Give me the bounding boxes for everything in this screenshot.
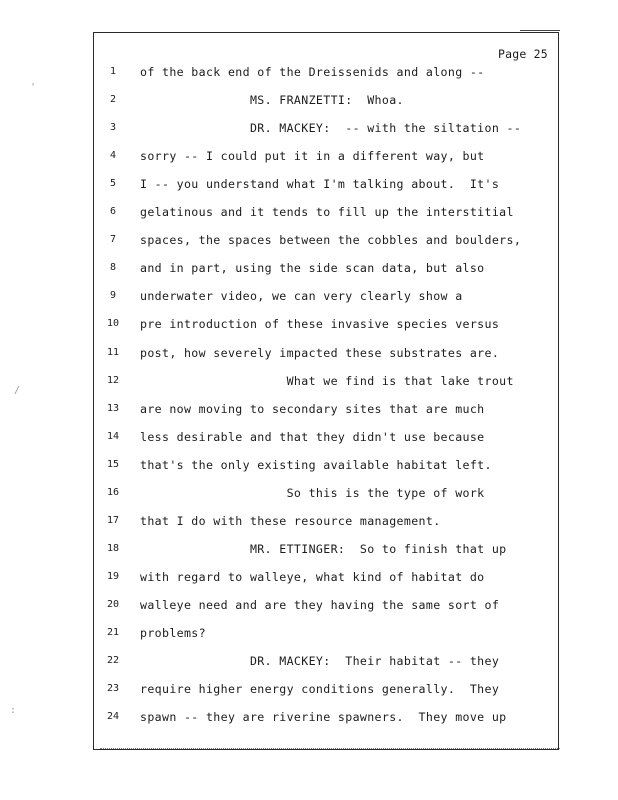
transcript-line: post, how severely impacted these substrates are. (140, 345, 500, 360)
line-number: 8 (109, 262, 117, 274)
line-number: 13 (106, 402, 120, 414)
transcript-line: I -- you understand what I'm talking about. It's (140, 177, 500, 192)
transcript-line: that I do with these resource management. (140, 513, 441, 528)
line-number: 2 (109, 94, 117, 106)
transcript-line: of the back end of the Dreissenids and along -- (140, 65, 485, 79)
line-number: 1 (109, 66, 117, 77)
margin-scan-mark: ' (30, 82, 37, 93)
line-number: 21 (106, 627, 120, 638)
transcript-line: DR. MACKEY: Their habitat -- they (140, 654, 500, 669)
line-number: 4 (109, 150, 117, 162)
transcript-line: spaces, the spaces between the cobbles and boulders, (140, 233, 522, 248)
transcript-line: pre introduction of these invasive species versus (140, 317, 500, 332)
transcript-line: gelatinous and it tends to fill up the interstitial (140, 205, 514, 220)
transcript-line: What we find is that lake trout (140, 373, 514, 388)
line-number: 10 (106, 318, 120, 330)
line-number: 7 (109, 234, 117, 246)
line-number: 11 (106, 346, 120, 358)
transcript-line: underwater video, we can very clearly show a (140, 289, 463, 304)
line-number: 18 (106, 542, 120, 554)
frame-top-edge (520, 30, 560, 31)
line-number: 23 (106, 683, 120, 695)
transcript-line: require higher energy conditions generally. They (140, 682, 500, 697)
transcript-line: are now moving to secondary sites that are much (140, 401, 485, 416)
page-frame (93, 32, 559, 750)
transcript-line: with regard to walleye, what kind of habitat do (140, 569, 485, 584)
transcript-line: that's the only existing available habitat left. (140, 457, 492, 472)
margin-scan-mark: : (10, 705, 17, 716)
transcript-line: problems? (140, 626, 206, 640)
line-number: 9 (109, 290, 117, 302)
transcript-line: MR. ETTINGER: So to finish that up (140, 541, 507, 556)
line-number: 3 (109, 122, 117, 134)
transcript-line: MS. FRANZETTI: Whoa. (140, 93, 404, 108)
page-number: Page 25 (498, 47, 548, 61)
line-number: 16 (106, 486, 120, 498)
transcript-line: DR. MACKEY: -- with the siltation -- (140, 121, 522, 136)
transcript-line: So this is the type of work (140, 485, 485, 500)
line-number: 5 (109, 178, 117, 190)
transcript-line: sorry -- I could put it in a different way, but (140, 149, 485, 164)
line-number: 20 (106, 598, 120, 610)
transcript-line: spawn -- they are riverine spawners. They move up (140, 710, 507, 725)
transcript-line: less desirable and that they didn't use because (140, 429, 485, 444)
transcript-line: and in part, using the side scan data, but also (140, 261, 485, 276)
line-number: 6 (109, 206, 117, 218)
transcript-line: walleye need and are they having the same sort of (140, 597, 500, 612)
frame-bottom-edge (100, 748, 560, 753)
margin-scan-mark: / (14, 385, 21, 396)
line-number: 14 (106, 430, 120, 442)
line-number: 22 (106, 655, 120, 667)
line-number: 19 (106, 570, 120, 582)
line-number: 15 (106, 458, 120, 470)
line-number: 12 (106, 374, 120, 386)
line-number: 17 (106, 514, 120, 526)
line-number: 24 (106, 711, 120, 723)
